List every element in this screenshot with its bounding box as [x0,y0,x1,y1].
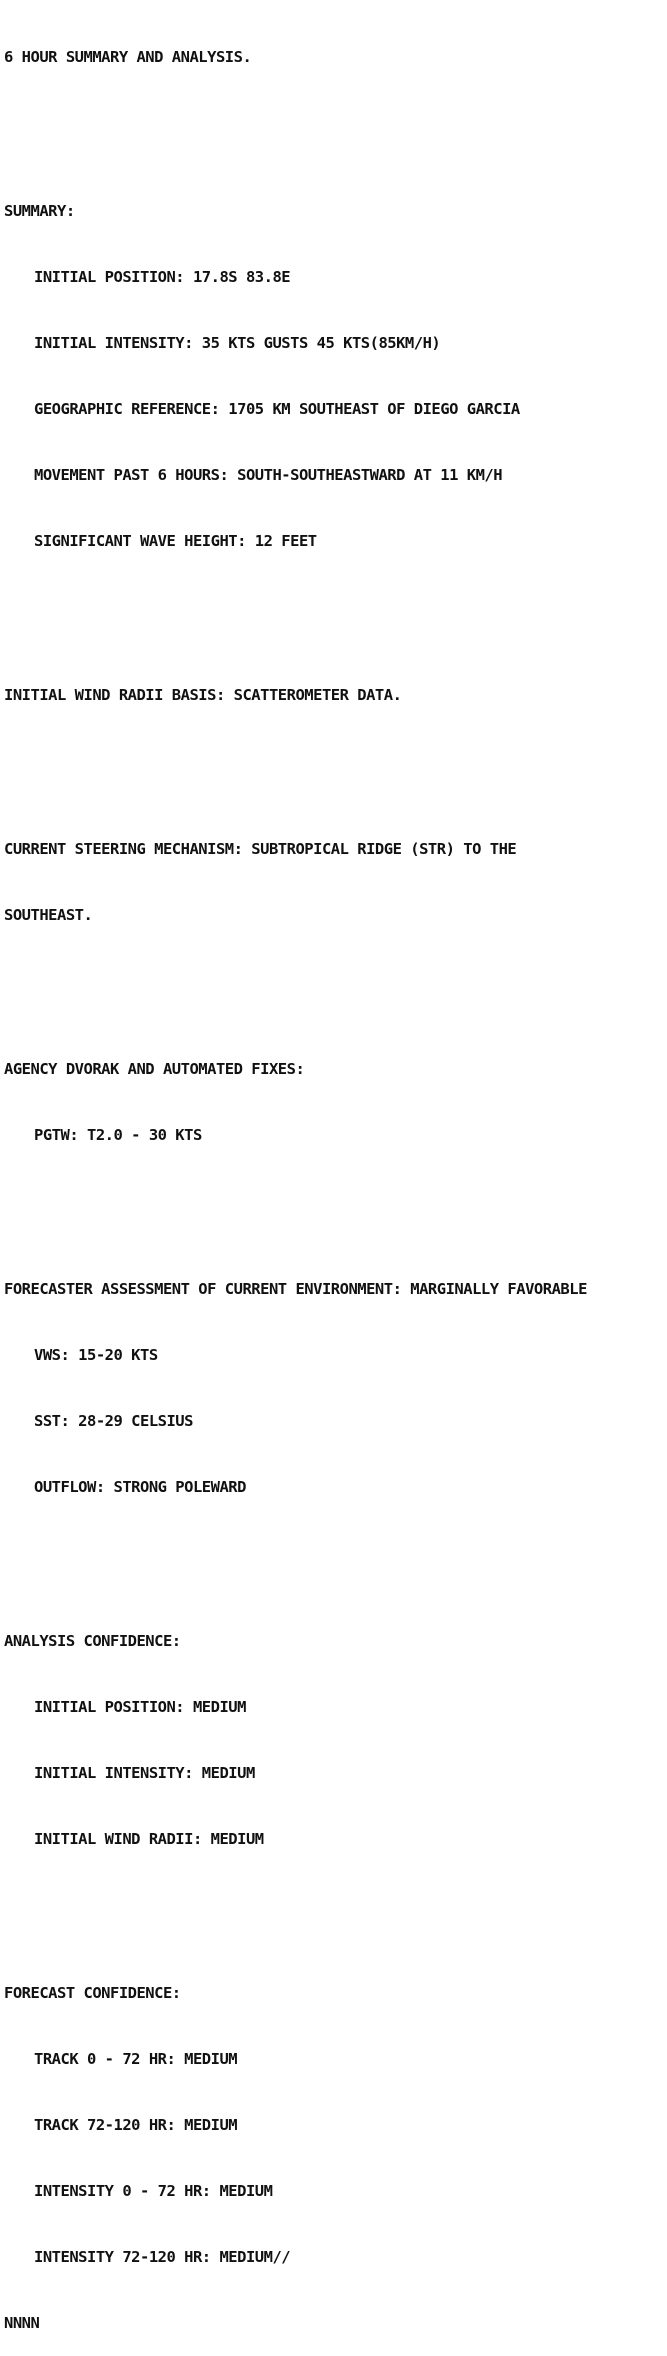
spacer [4,750,587,772]
summary-geographic-reference: GEOGRAPHIC REFERENCE: 1705 KM SOUTHEAST OF DIEGO GARCIA [34,400,520,418]
bulletin-heading: 6 HOUR SUMMARY AND ANALYSIS. [4,48,252,66]
spacer [4,1542,587,1564]
fixes-label: AGENCY DVORAK AND AUTOMATED FIXES: [4,1060,305,1078]
spacer [4,596,587,618]
forecast-confidence-intensity-0-72: INTENSITY 0 - 72 HR: MEDIUM [34,2182,273,2200]
analysis-confidence-position: INITIAL POSITION: MEDIUM [34,1698,246,1716]
spacer [4,1190,587,1212]
environment-sst: SST: 28-29 CELSIUS [34,1412,193,1430]
end-marker: NNNN [4,2314,40,2332]
forecast-confidence-label: FORECAST CONFIDENCE: [4,1984,181,2002]
fix-pgtw: PGTW: T2.0 - 30 KTS [34,1126,202,1144]
steering-mechanism-line2: SOUTHEAST. [4,906,93,924]
analysis-confidence-wind-radii: INITIAL WIND RADII: MEDIUM [34,1830,264,1848]
environment-outflow: OUTFLOW: STRONG POLEWARD [34,1478,246,1496]
spacer [4,112,587,134]
summary-initial-intensity: INITIAL INTENSITY: 35 KTS GUSTS 45 KTS(85KM/H) [34,334,441,352]
summary-initial-position: INITIAL POSITION: 17.8S 83.8E [34,268,291,286]
spacer [4,1894,587,1916]
analysis-confidence-label: ANALYSIS CONFIDENCE: [4,1632,181,1650]
environment-vws: VWS: 15-20 KTS [34,1346,158,1364]
spacer [4,970,587,992]
bulletin-text [4,2,587,2356]
summary-wave-height: SIGNIFICANT WAVE HEIGHT: 12 FEET [34,532,317,550]
wind-radii-basis: INITIAL WIND RADII BASIS: SCATTEROMETER DATA. [4,686,402,704]
forecast-confidence-intensity-72-120: INTENSITY 72-120 HR: MEDIUM// [34,2248,291,2266]
forecast-confidence-track-0-72: TRACK 0 - 72 HR: MEDIUM [34,2050,238,2068]
analysis-confidence-intensity: INITIAL INTENSITY: MEDIUM [34,1764,255,1782]
steering-mechanism-line1: CURRENT STEERING MECHANISM: SUBTROPICAL RIDGE (STR) TO THE [4,840,517,858]
environment-label: FORECASTER ASSESSMENT OF CURRENT ENVIRONMENT: MARGINALLY FAVORABLE [4,1280,587,1298]
forecast-confidence-track-72-120: TRACK 72-120 HR: MEDIUM [34,2116,238,2134]
summary-label: SUMMARY: [4,202,75,220]
summary-movement: MOVEMENT PAST 6 HOURS: SOUTH-SOUTHEASTWARD AT 11 KM/H [34,466,503,484]
